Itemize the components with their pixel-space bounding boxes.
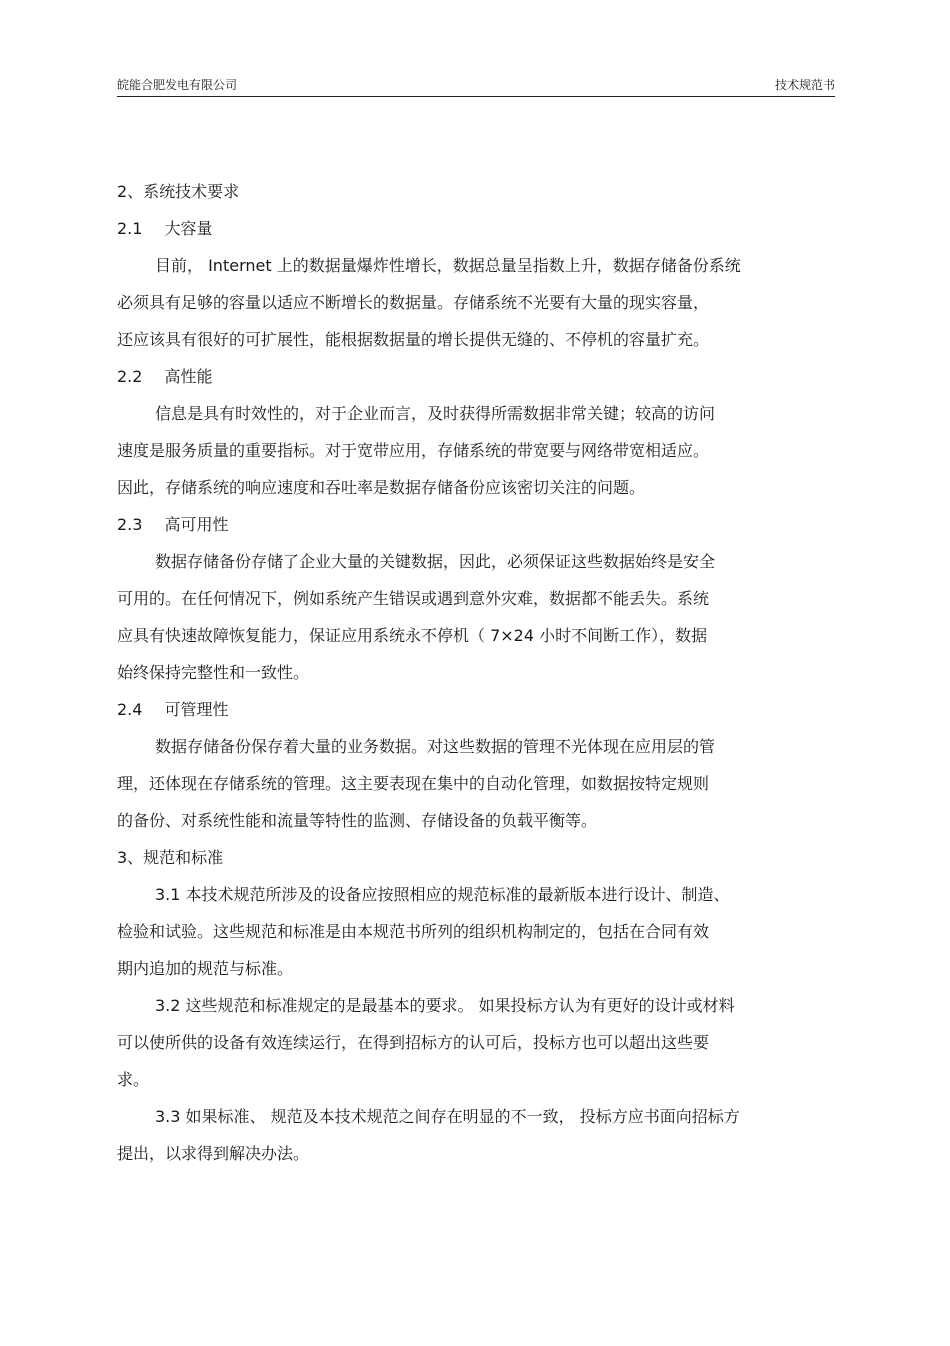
subsection-title: 可管理性 xyxy=(164,700,229,719)
paragraph-line: 数据存储备份存储了企业大量的关键数据，因此，必须保证这些数据始终是安全 xyxy=(155,552,716,571)
paragraph-line: 的备份、对系统性能和流量等特性的监测、存储设备的负载平衡等。 xyxy=(117,811,598,830)
paragraph-line: 可以使所供的设备有效连续运行，在得到招标方的认可后，投标方也可以超出这些要 xyxy=(117,1033,710,1052)
paragraph-line: 始终保持完整性和一致性。 xyxy=(117,663,310,682)
paragraph-line: 检验和试验。这些规范和标准是由本规范书所列的组织机构制定的，包括在合同有效 xyxy=(117,922,710,941)
paragraph-line: 信息是具有时效性的，对于企业而言，及时获得所需数据非常关键；较高的访问 xyxy=(155,404,716,423)
document-body xyxy=(117,173,829,1172)
paragraph-line: 3.1 本技术规范所涉及的设备应按照相应的规范标准的最新版本进行设计、制造、 xyxy=(155,885,730,904)
paragraph-line: 数据存储备份保存着大量的业务数据。对这些数据的管理不光体现在应用层的管 xyxy=(155,737,716,756)
paragraph-line: 可用的。在任何情况下，例如系统产生错误或遇到意外灾难，数据都不能丢失。系统 xyxy=(117,589,710,608)
subsection-heading xyxy=(117,210,829,247)
paragraph-line: 3.3 如果标准、 规范及本技术规范之间存在明显的不一致， 投标方应书面向招标方 xyxy=(155,1107,740,1126)
subsection-number: 2.1 xyxy=(117,219,143,238)
paragraph-line: 还应该具有很好的可扩展性，能根据数据量的增长提供无缝的、不停机的容量扩充。 xyxy=(117,330,710,349)
subsection-title: 大容量 xyxy=(164,219,213,238)
paragraph-line: 求。 xyxy=(117,1070,150,1089)
page-header xyxy=(117,74,835,98)
subsection-number: 2.3 xyxy=(117,515,143,534)
company-name: 皖能合肥发电有限公司 xyxy=(117,78,238,92)
paragraph-line: 理，还体现在存储系统的管理。这主要表现在集中的自动化管理，如数据按特定规则 xyxy=(117,774,710,793)
section-heading: 3、规范和标准 xyxy=(117,848,224,867)
subsection-heading xyxy=(117,506,829,543)
header-divider xyxy=(117,96,835,97)
paragraph-line: 3.2 这些规范和标准规定的是最基本的要求。 如果投标方认为有更好的设计或材料 xyxy=(155,996,735,1015)
subsection-title: 高可用性 xyxy=(164,515,229,534)
subsection-heading xyxy=(117,691,829,728)
paragraph-line: 速度是服务质量的重要指标。对于宽带应用，存储系统的带宽要与网络带宽相适应。 xyxy=(117,441,710,460)
paragraph-line: 应具有快速故障恢复能力，保证应用系统永不停机（ 7×24 小时不间断工作），数据 xyxy=(117,626,708,645)
section-heading: 2、系统技术要求 xyxy=(117,182,240,201)
paragraph-line: 提出，以求得到解决办法。 xyxy=(117,1144,310,1163)
subsection-number: 2.4 xyxy=(117,700,143,719)
subsection-title: 高性能 xyxy=(164,367,213,386)
paragraph-line: 必须具有足够的容量以适应不断增长的数据量。存储系统不光要有大量的现实容量， xyxy=(117,293,710,312)
subsection-heading xyxy=(117,358,829,395)
paragraph-line: 因此，存储系统的响应速度和吞吐率是数据存储备份应该密切关注的问题。 xyxy=(117,478,646,497)
document-type: 技术规范书 xyxy=(774,78,835,92)
paragraph-line: 目前， Internet 上的数据量爆炸性增长，数据总量呈指数上升，数据存储备份系统 xyxy=(155,256,741,275)
subsection-number: 2.2 xyxy=(117,367,143,386)
paragraph-line: 期内追加的规范与标准。 xyxy=(117,959,294,978)
